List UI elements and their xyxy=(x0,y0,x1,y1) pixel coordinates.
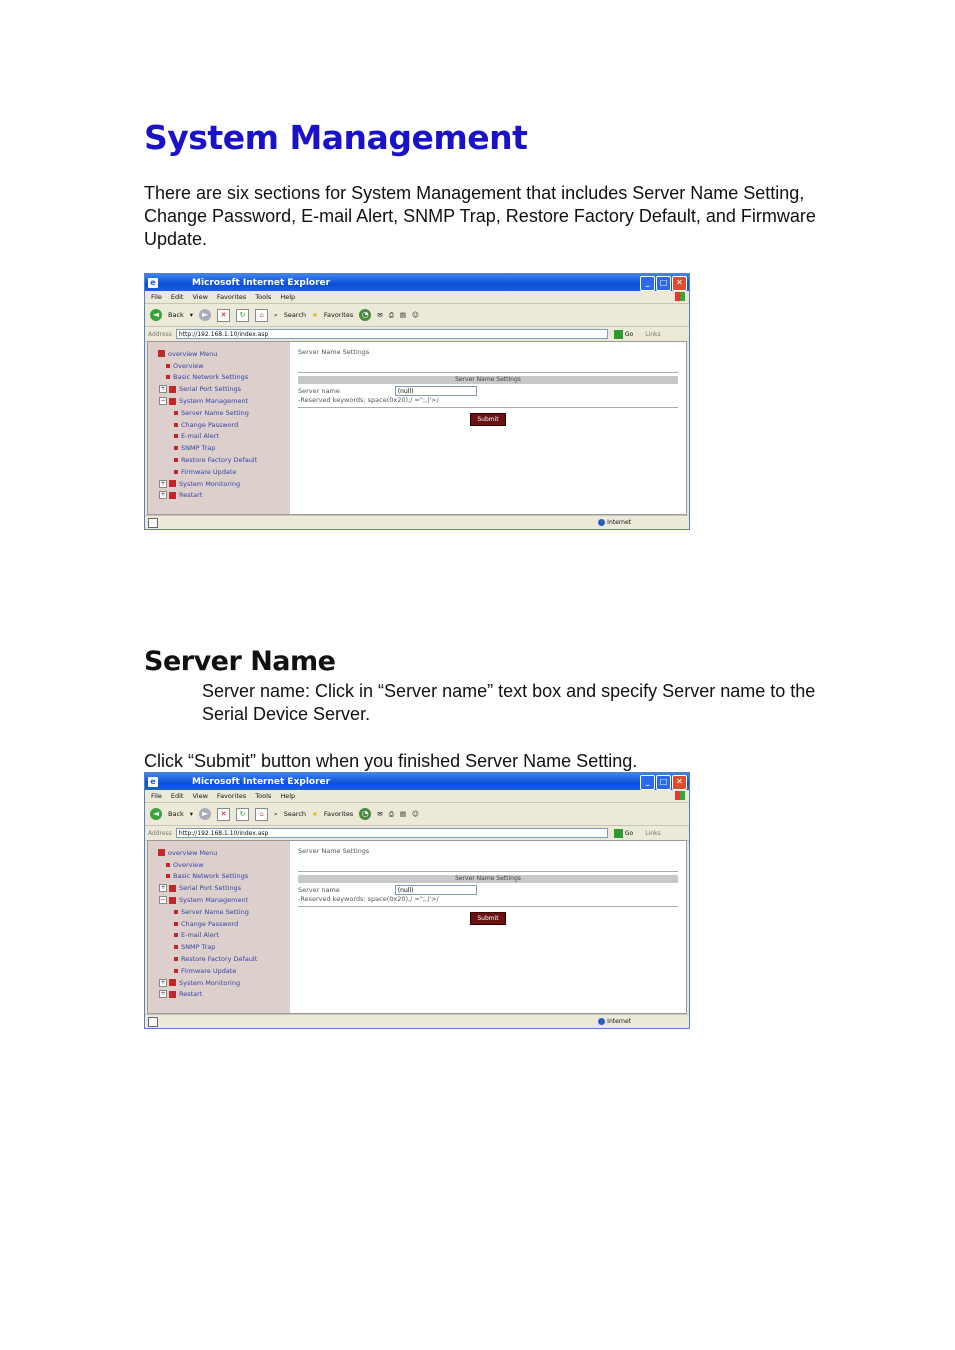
server-name-input[interactable] xyxy=(395,885,477,895)
sidebar-item-overview-menu[interactable] xyxy=(148,847,290,859)
folder-icon xyxy=(169,386,176,393)
sidebar-item-change-password[interactable] xyxy=(148,419,290,431)
sidebar-item-label: Overview xyxy=(173,361,204,370)
page-icon xyxy=(174,957,178,961)
divider xyxy=(298,906,678,907)
windows-flag-icon xyxy=(675,791,685,800)
menu-help[interactable]: Help xyxy=(280,293,296,301)
sidebar-item-snmp-trap[interactable] xyxy=(148,442,290,454)
menu-favorites[interactable]: Favorites xyxy=(216,293,247,301)
sidebar-item-label: Firmware Update xyxy=(181,966,237,975)
messenger-icon[interactable]: ☺ xyxy=(412,810,419,818)
ie-window-1 xyxy=(144,273,690,530)
folder-icon xyxy=(169,885,176,892)
folder-icon xyxy=(158,849,165,856)
page-icon xyxy=(166,364,170,368)
menu-bar xyxy=(145,790,689,803)
sidebar-item-overview-menu[interactable] xyxy=(148,348,290,360)
back-button[interactable]: Back xyxy=(168,810,184,818)
page-content xyxy=(147,840,687,1014)
mail-icon[interactable]: ✉ xyxy=(377,810,383,818)
page-icon xyxy=(174,922,178,926)
sidebar-item-label: Basic Network Settings xyxy=(173,373,249,382)
divider xyxy=(298,407,678,408)
favorites-star-icon[interactable]: ★ xyxy=(312,311,318,319)
zone-label: Internet xyxy=(607,519,631,526)
menu-view[interactable]: View xyxy=(192,792,208,800)
back-arrow-icon[interactable]: ◄ xyxy=(150,309,162,321)
print-icon[interactable]: ⎙ xyxy=(388,809,394,818)
sidebar-item-label: System Monitoring xyxy=(179,479,241,488)
menu-help[interactable]: Help xyxy=(280,792,296,800)
go-label: Go xyxy=(624,330,634,338)
close-icon[interactable]: ✕ xyxy=(672,276,687,291)
sidebar-item-system-monitoring[interactable] xyxy=(148,977,290,989)
go-button[interactable] xyxy=(614,829,633,838)
print-icon[interactable]: ⎙ xyxy=(388,310,394,319)
section-bar: Server Name Settings xyxy=(298,875,678,883)
page-status-icon xyxy=(148,1017,158,1027)
address-label: Address xyxy=(148,829,172,837)
expand-icon[interactable]: + xyxy=(160,385,166,393)
edit-icon[interactable]: ▤ xyxy=(399,810,407,818)
sidebar-item-label: SNMP Trap xyxy=(181,444,216,453)
title-bar xyxy=(145,274,689,291)
page-icon xyxy=(174,933,178,937)
page-icon xyxy=(174,945,178,949)
sidebar-item-label: SNMP Trap xyxy=(181,943,216,952)
sidebar-item-system-management[interactable] xyxy=(148,894,290,906)
go-label: Go xyxy=(624,829,634,837)
page-icon xyxy=(166,375,170,379)
submit-button[interactable]: Submit xyxy=(470,413,506,426)
go-button[interactable] xyxy=(614,330,633,339)
sidebar-item-snmp-trap[interactable] xyxy=(148,941,290,953)
sidebar-item-e-mail-alert[interactable] xyxy=(148,930,290,942)
sidebar-menu xyxy=(148,342,290,514)
sidebar-item-server-name-setting[interactable] xyxy=(148,407,290,419)
ie-logo-icon: e xyxy=(148,278,158,288)
sidebar-item-change-password[interactable] xyxy=(148,918,290,930)
search-button[interactable]: Search xyxy=(283,810,307,818)
title-bar xyxy=(145,773,689,790)
back-arrow-icon[interactable]: ◄ xyxy=(150,808,162,820)
page-icon xyxy=(174,969,178,973)
search-icon[interactable]: ⌕ xyxy=(274,809,278,818)
sidebar-item-e-mail-alert[interactable] xyxy=(148,431,290,443)
close-icon[interactable]: ✕ xyxy=(672,775,687,790)
sidebar-item-restart[interactable] xyxy=(148,490,290,502)
go-arrow-icon xyxy=(614,829,623,838)
server-name-row xyxy=(298,386,678,396)
expand-icon[interactable]: + xyxy=(160,479,166,487)
stop-icon[interactable]: ✕ xyxy=(217,309,230,322)
refresh-icon[interactable]: ↻ xyxy=(236,309,249,322)
mail-icon[interactable]: ✉ xyxy=(377,311,383,319)
page-icon xyxy=(174,411,178,415)
collapse-icon[interactable]: − xyxy=(160,896,166,904)
sidebar-item-label: E-mail Alert xyxy=(181,432,219,441)
sidebar-item-label: Server Name Setting xyxy=(181,907,249,916)
section-title: Server Name xyxy=(144,646,336,677)
sidebar-item-firmware-update[interactable] xyxy=(148,965,290,977)
window-title: Microsoft Internet Explorer xyxy=(192,277,331,288)
sidebar-item-label: Restore Factory Default xyxy=(181,456,258,465)
sidebar-item-label: Change Password xyxy=(181,420,239,429)
refresh-icon[interactable]: ↻ xyxy=(236,808,249,821)
status-bar xyxy=(145,515,689,529)
menu-tools[interactable]: Tools xyxy=(255,293,272,301)
history-icon[interactable]: ◔ xyxy=(359,309,371,321)
links-button[interactable]: Links xyxy=(645,330,661,338)
menu-bar xyxy=(145,291,689,304)
sidebar-item-restore-factory-default[interactable] xyxy=(148,953,290,965)
stop-icon[interactable]: ✕ xyxy=(217,808,230,821)
minimize-icon[interactable]: _ xyxy=(640,775,655,790)
address-label: Address xyxy=(148,330,172,338)
divider xyxy=(298,871,678,872)
collapse-icon[interactable]: − xyxy=(160,397,166,405)
sidebar-item-system-monitoring[interactable] xyxy=(148,478,290,490)
go-arrow-icon xyxy=(614,330,623,339)
server-name-input[interactable] xyxy=(395,386,477,396)
expand-icon[interactable]: + xyxy=(160,990,166,998)
internet-zone xyxy=(598,1018,631,1025)
page-icon xyxy=(166,874,170,878)
links-button[interactable]: Links xyxy=(645,829,661,837)
sidebar-item-label: Serial Port Settings xyxy=(179,884,242,893)
toolbar xyxy=(145,803,689,826)
sidebar-item-serial-port-settings[interactable] xyxy=(148,383,290,395)
menu-tools[interactable]: Tools xyxy=(255,792,272,800)
address-bar xyxy=(145,327,689,342)
sidebar-item-label: overview Menu xyxy=(168,848,218,857)
sidebar-item-overview[interactable] xyxy=(148,859,290,871)
globe-icon xyxy=(598,519,605,526)
messenger-icon[interactable]: ☺ xyxy=(412,311,419,319)
page-icon xyxy=(166,863,170,867)
sidebar-item-system-management[interactable] xyxy=(148,395,290,407)
sidebar-item-label: System Monitoring xyxy=(179,978,241,987)
home-icon[interactable]: ⌂ xyxy=(255,309,268,322)
intro-paragraph: There are six sections for System Management that includes Server Name Setting, Change Password, E-mail Alert, SNMP Trap, Restore Factory Default, and Firmware Update. xyxy=(144,183,816,249)
sidebar-item-label: E-mail Alert xyxy=(181,931,219,940)
sidebar-item-basic-network-settings[interactable] xyxy=(148,372,290,384)
page-icon xyxy=(174,470,178,474)
server-name-label: Server name xyxy=(298,886,340,894)
sidebar-item-label: Basic Network Settings xyxy=(173,872,249,881)
sidebar-item-label: Restart xyxy=(179,990,203,999)
folder-icon xyxy=(169,398,176,405)
folder-icon xyxy=(169,979,176,986)
sidebar-item-label: Server Name Setting xyxy=(181,408,249,417)
form-heading: Server Name Settings xyxy=(298,348,370,356)
status-bar xyxy=(145,1014,689,1028)
ie-window-2 xyxy=(144,772,690,1029)
history-icon[interactable]: ◔ xyxy=(359,808,371,820)
back-dropdown-icon[interactable]: ▾ xyxy=(189,810,194,818)
forward-arrow-icon[interactable]: ► xyxy=(199,309,211,321)
page-icon xyxy=(174,423,178,427)
folder-icon xyxy=(158,350,165,357)
server-name-label: Server name xyxy=(298,387,340,395)
reserved-note: -Reserved keywords: space(0x20),/ =";,|'>/ xyxy=(298,396,439,404)
sidebar-item-label: Serial Port Settings xyxy=(179,385,242,394)
folder-icon xyxy=(169,991,176,998)
folder-icon xyxy=(169,492,176,499)
menu-favorites[interactable]: Favorites xyxy=(216,792,247,800)
click-instruction: Click “Submit” button when you finished Server Name Setting. xyxy=(144,751,638,771)
home-icon[interactable]: ⌂ xyxy=(255,808,268,821)
menu-edit[interactable]: Edit xyxy=(170,293,184,301)
globe-icon xyxy=(598,1018,605,1025)
expand-icon[interactable]: + xyxy=(160,978,166,986)
form-heading: Server Name Settings xyxy=(298,847,370,855)
menu-file[interactable]: File xyxy=(151,792,162,800)
sidebar-menu xyxy=(148,841,290,1013)
page-title: System Management xyxy=(144,118,528,157)
maximize-icon[interactable]: □ xyxy=(656,775,671,790)
sidebar-item-serial-port-settings[interactable] xyxy=(148,882,290,894)
sidebar-item-label: System Management xyxy=(179,896,249,905)
maximize-icon[interactable]: □ xyxy=(656,276,671,291)
section-paragraph: Server name: Click in “Server name” text box and specify Server name to the Serial Device Server. xyxy=(202,681,816,724)
sidebar-item-label: Firmware Update xyxy=(181,467,237,476)
menu-edit[interactable]: Edit xyxy=(170,792,184,800)
sidebar-item-label: Change Password xyxy=(181,919,239,928)
sidebar-item-server-name-setting[interactable] xyxy=(148,906,290,918)
sidebar-item-overview[interactable] xyxy=(148,360,290,372)
address-bar xyxy=(145,826,689,841)
sidebar-item-firmware-update[interactable] xyxy=(148,466,290,478)
menu-file[interactable]: File xyxy=(151,293,162,301)
forward-arrow-icon[interactable]: ► xyxy=(199,808,211,820)
sidebar-item-label: System Management xyxy=(179,397,249,406)
internet-zone xyxy=(598,519,631,526)
window-title: Microsoft Internet Explorer xyxy=(192,776,331,787)
page-icon xyxy=(174,458,178,462)
submit-button[interactable]: Submit xyxy=(470,912,506,925)
expand-icon[interactable]: + xyxy=(160,884,166,892)
menu-view[interactable]: View xyxy=(192,293,208,301)
address-input[interactable]: http://192.168.1.10/index.asp xyxy=(176,329,608,339)
favorites-button[interactable]: Favorites xyxy=(323,810,354,818)
page-content xyxy=(147,341,687,515)
main-panel xyxy=(290,841,686,1013)
folder-icon xyxy=(169,897,176,904)
sidebar-item-label: Restore Factory Default xyxy=(181,955,258,964)
zone-label: Internet xyxy=(607,1018,631,1025)
search-button[interactable]: Search xyxy=(283,311,307,319)
minimize-icon[interactable]: _ xyxy=(640,276,655,291)
back-dropdown-icon[interactable]: ▾ xyxy=(189,311,194,319)
ie-logo-icon: e xyxy=(148,777,158,787)
favorites-star-icon[interactable]: ★ xyxy=(312,810,318,818)
page-icon xyxy=(174,434,178,438)
page-icon xyxy=(174,910,178,914)
reserved-note: -Reserved keywords: space(0x20),/ =";,|'>/ xyxy=(298,895,439,903)
page-status-icon xyxy=(148,518,158,528)
divider xyxy=(298,372,678,373)
server-name-row xyxy=(298,885,678,895)
sidebar-item-restart[interactable] xyxy=(148,989,290,1001)
page-icon xyxy=(174,446,178,450)
sidebar-item-basic-network-settings[interactable] xyxy=(148,871,290,883)
edit-icon[interactable]: ▤ xyxy=(399,311,407,319)
sidebar-item-label: Restart xyxy=(179,491,203,500)
sidebar-item-label: Overview xyxy=(173,860,204,869)
back-button[interactable]: Back xyxy=(168,311,184,319)
favorites-button[interactable]: Favorites xyxy=(323,311,354,319)
folder-icon xyxy=(169,480,176,487)
main-panel xyxy=(290,342,686,514)
sidebar-item-restore-factory-default[interactable] xyxy=(148,454,290,466)
section-bar: Server Name Settings xyxy=(298,376,678,384)
sidebar-item-label: overview Menu xyxy=(168,349,218,358)
windows-flag-icon xyxy=(675,292,685,301)
expand-icon[interactable]: + xyxy=(160,491,166,499)
toolbar xyxy=(145,304,689,327)
address-input[interactable]: http://192.168.1.10/index.asp xyxy=(176,828,608,838)
search-icon[interactable]: ⌕ xyxy=(274,310,278,319)
